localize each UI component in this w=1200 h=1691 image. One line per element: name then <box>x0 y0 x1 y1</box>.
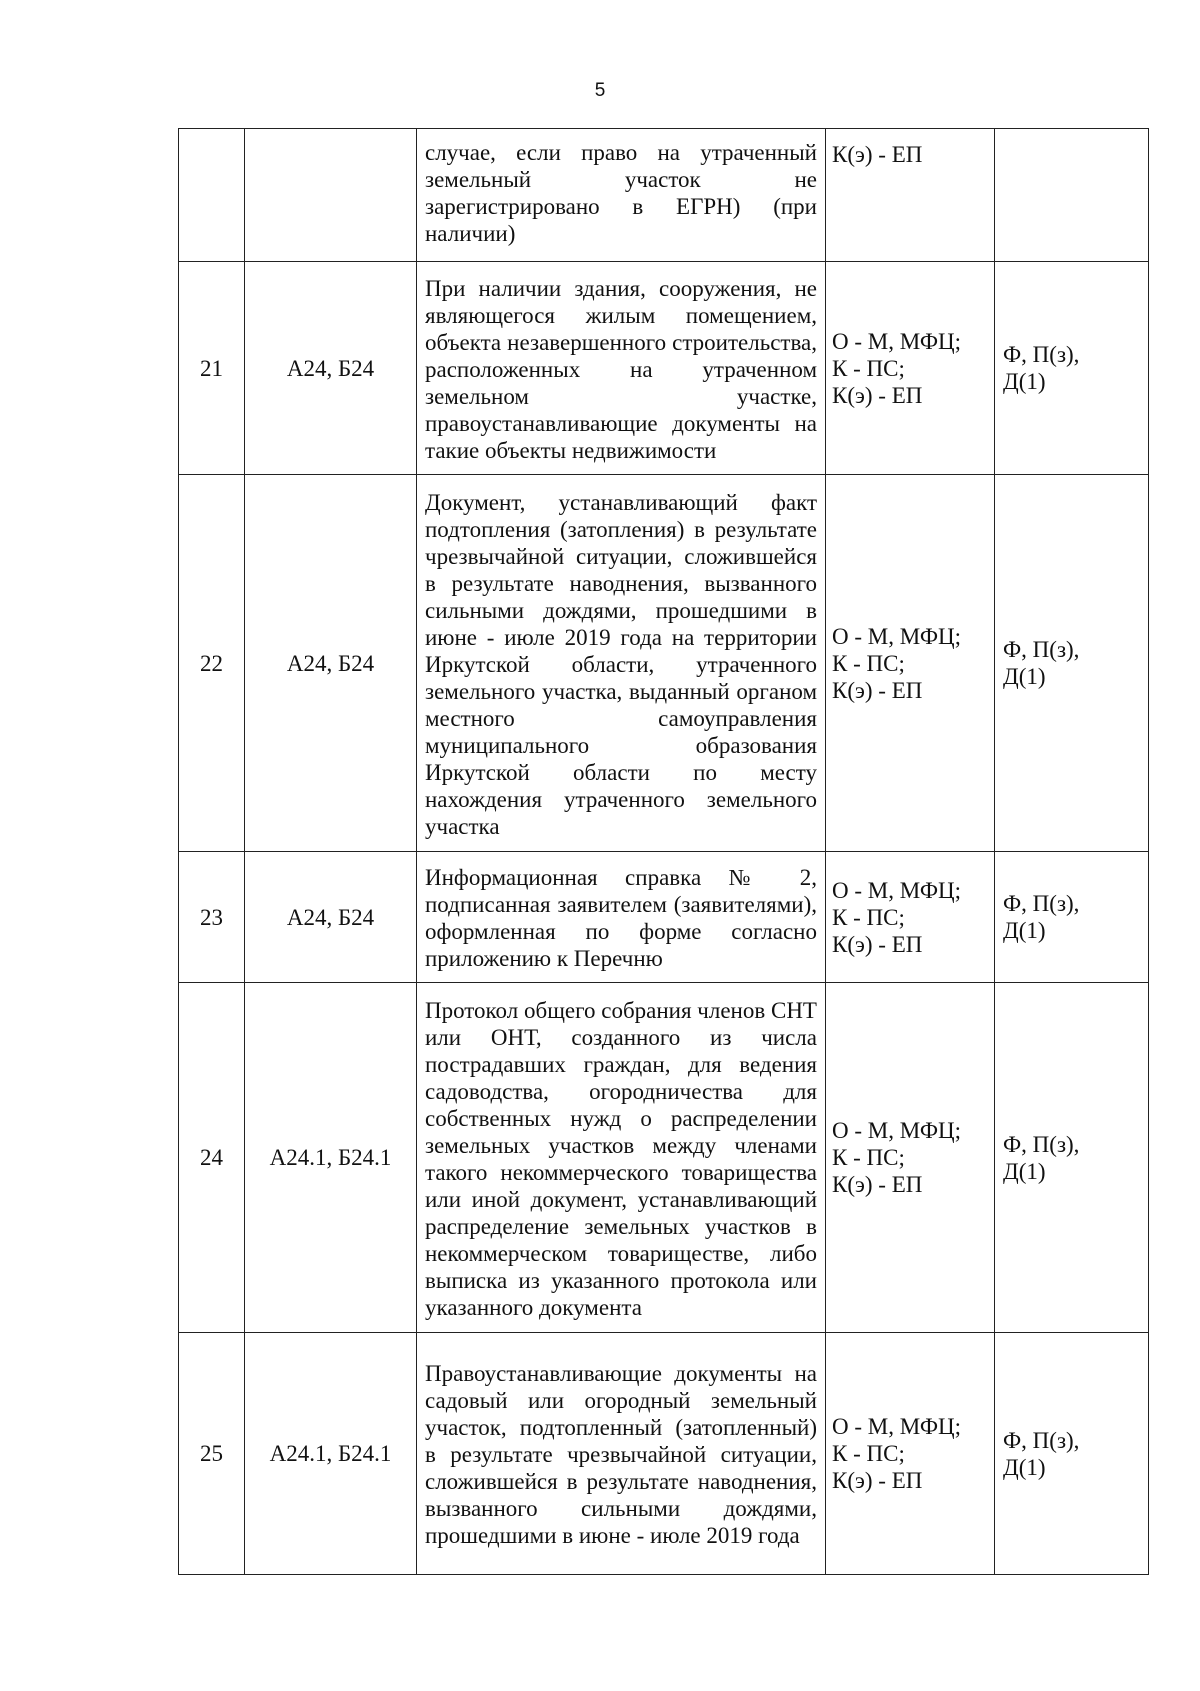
row-number: 22 <box>179 475 245 852</box>
method-line: К - ПС; <box>832 1441 905 1466</box>
documents-table <box>178 128 1149 1575</box>
row-code: А24.1, Б24.1 <box>245 983 417 1333</box>
row-description: случае, если право на утраченный земельный участок не зарегистрировано в ЕГРН) (при наличии) <box>417 129 826 262</box>
row-description: Правоустанавливающие документы на садовый или огородный земельный участок, подтопленный (затопленный) в результате чрезвычайной ситуации, сложившейся в результате наводнения, вызванного сильными дождями, прошедшими в июне - июле 2019 года <box>417 1333 826 1575</box>
row-description: Документ, устанавливающий факт подтопления (затопления) в результате чрезвычайной ситуации, сложившейся в результате наводнения, вызванного сильными дождями, прошедшими в июне - июле 2019 года на территории Иркутской области, утраченного земельного участка, выданный органом местного самоуправления муниципального образования Иркутской области по месту нахождения утраченного земельного участка <box>417 475 826 852</box>
row-code: А24.1, Б24.1 <box>245 1333 417 1575</box>
row-submission-method <box>826 475 995 852</box>
row-form <box>995 983 1149 1333</box>
method-line: О - М, МФЦ; <box>832 328 962 354</box>
row-number: 24 <box>179 983 245 1333</box>
row-submission-method <box>826 262 995 475</box>
form-line: Ф, П(з), <box>1003 637 1080 662</box>
row-number <box>179 129 245 262</box>
method-line: К - ПС; <box>832 355 905 381</box>
row-form <box>995 129 1149 262</box>
method-line: К - ПС; <box>832 650 905 676</box>
row-code: А24, Б24 <box>245 475 417 852</box>
method-line: К(э) - ЕП <box>832 142 923 167</box>
table-row <box>179 129 1149 262</box>
form-line: Ф, П(з), <box>1003 1427 1080 1453</box>
row-form <box>995 1333 1149 1575</box>
method-line: К(э) - ЕП <box>832 1468 923 1493</box>
method-line: О - М, МФЦ; <box>832 877 962 903</box>
method-line: О - М, МФЦ; <box>832 623 962 649</box>
page-number: 5 <box>594 80 606 101</box>
method-line: К - ПС; <box>832 904 905 930</box>
row-form <box>995 852 1149 983</box>
row-form <box>995 262 1149 475</box>
row-submission-method <box>826 129 995 262</box>
method-line: К(э) - ЕП <box>832 677 923 703</box>
table-row <box>179 262 1149 475</box>
row-code: А24, Б24 <box>245 852 417 983</box>
row-submission-method <box>826 983 995 1333</box>
form-line: Ф, П(з), <box>1003 891 1080 916</box>
form-line: Д(1) <box>1003 664 1046 689</box>
method-line: К(э) - ЕП <box>832 1172 923 1197</box>
method-line: К(э) - ЕП <box>832 931 923 957</box>
table-row <box>179 983 1149 1333</box>
table-row <box>179 852 1149 983</box>
form-line: Д(1) <box>1003 1158 1046 1184</box>
table-row <box>179 475 1149 852</box>
form-line: Д(1) <box>1003 1454 1046 1480</box>
row-description: Протокол общего собрания членов СНТ или ОНТ, созданного из числа пострадавших граждан, для ведения садоводства, огородничества для собственных нужд о распределении земельных участков между членами такого некоммерческого товарищества или иной документ, устанавливающий распределение земельных участков в некоммерческом товариществе, либо выписка из указанного протокола или указанного документа <box>417 983 826 1333</box>
method-line: К - ПС; <box>832 1145 905 1170</box>
row-code: А24, Б24 <box>245 262 417 475</box>
method-line: О - М, МФЦ; <box>832 1414 962 1439</box>
form-line: Ф, П(з), <box>1003 1131 1080 1157</box>
table-row <box>179 1333 1149 1575</box>
method-line: К(э) - ЕП <box>832 382 923 408</box>
row-code <box>245 129 417 262</box>
form-line: Д(1) <box>1003 369 1046 394</box>
row-number: 25 <box>179 1333 245 1575</box>
form-line: Д(1) <box>1003 918 1046 943</box>
row-number: 23 <box>179 852 245 983</box>
row-description: Информационная справка № 2, подписанная заявителем (заявителями), оформленная по форме согласно приложению к Перечню <box>417 852 826 983</box>
row-form <box>995 475 1149 852</box>
row-submission-method <box>826 1333 995 1575</box>
row-number: 21 <box>179 262 245 475</box>
form-line: Ф, П(з), <box>1003 342 1080 367</box>
method-line: О - М, МФЦ; <box>832 1118 962 1143</box>
row-submission-method <box>826 852 995 983</box>
row-description: При наличии здания, сооружения, не являющегося жилым помещением, объекта незавершенного строительства, расположенных на утраченном земельном участке, правоустанавливающие документы на такие объекты недвижимости <box>417 262 826 475</box>
